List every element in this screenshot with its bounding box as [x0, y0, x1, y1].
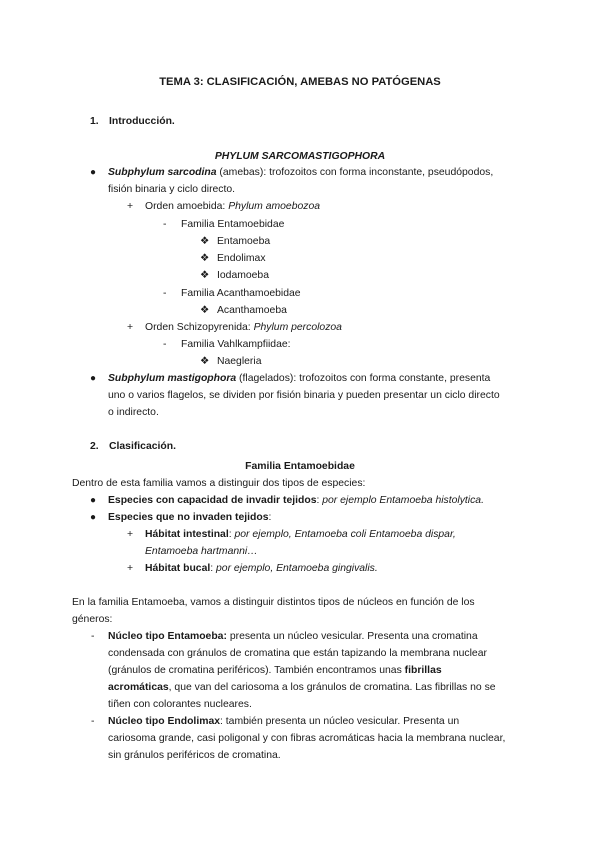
nucleo-entamoeba-line-2: condensada con gránulos de cromatina que están tapizando la membrana nuclear [108, 648, 487, 659]
bullet-diamond: ❖ [200, 305, 210, 316]
mastigophora-line-1 [108, 370, 490, 387]
nucleo-entamoeba-line-4 [108, 679, 496, 696]
phylum-heading: PHYLUM SARCOMASTIGOPHORA [214, 151, 386, 162]
bullet-diamond: ❖ [200, 270, 210, 281]
section-1-number: 1. [90, 116, 99, 127]
orden-1-label: Orden amoebida: [145, 201, 229, 212]
family-heading: Familia Entamoebidae [245, 461, 355, 472]
bullet-dash: - [163, 339, 167, 350]
intestinal-colon: : [228, 529, 235, 540]
bullet-dash: - [163, 288, 167, 299]
mastigophora-name: Subphylum mastigophora [108, 373, 237, 384]
section-2-title: Clasificación. [109, 441, 176, 452]
sarcodina-line-1 [108, 164, 493, 181]
bullet-plus: + [127, 322, 134, 333]
acromaticas-bold: acromáticas [108, 682, 169, 693]
invasive-species [108, 492, 484, 509]
bullet-plus: + [127, 529, 134, 540]
bullet-diamond: ❖ [200, 356, 210, 367]
section-2-number: 2. [90, 441, 99, 452]
mastigophora-text-1: (flagelados): trofozoitos con forma constante, presenta [236, 373, 491, 384]
nucleo-entamoeba-line-5: tiñen con colorantes nucleares. [108, 699, 252, 710]
bucal-colon: : [210, 563, 217, 574]
genus-entamoeba: Entamoeba [217, 236, 271, 247]
nucleo-endolimax-line-1 [108, 713, 459, 730]
genus-endolimax: Endolimax [217, 253, 266, 264]
nucleo-entamoeba-text-4: , que van del cariosoma a los gránulos de cromatina. Las fibrillas no se [168, 682, 496, 693]
mastigophora-line-3: o indirecto. [108, 407, 159, 418]
bullet-dash: - [91, 716, 95, 727]
nucleo-entamoeba-label: Núcleo tipo Entamoeba: [108, 631, 227, 642]
sarcodina-line-2: fisión binaria y ciclo directo. [108, 184, 236, 195]
nuclei-intro-1: En la familia Entamoeba, vamos a distinguir distintos tipos de núcleos en función de los [72, 597, 475, 608]
nucleo-entamoeba-line-3 [108, 662, 442, 679]
orden-amoebida [145, 198, 320, 215]
classification-intro: Dentro de esta familia vamos a distinguir dos tipos de especies: [72, 478, 366, 489]
bullet-dash: - [163, 219, 167, 230]
bullet-dash: - [91, 631, 95, 642]
bullet-plus: + [127, 201, 134, 212]
noninvasive-label: Especies que no invaden tejidos [108, 512, 269, 523]
genus-acanthamoeba: Acanthamoeba [217, 305, 287, 316]
bullet-diamond: ❖ [200, 236, 210, 247]
genus-naegleria: Naegleria [217, 356, 262, 367]
nucleo-endolimax-text-1: : también presenta un núcleo vesicular. Presenta un [220, 716, 460, 727]
intestinal-example-2: Entamoeba hartmanni… [145, 546, 258, 557]
noninvasive-species [108, 509, 271, 526]
genus-iodamoeba: Iodamoeba [217, 270, 269, 281]
bucal-example: por ejemplo, Entamoeba gingivalis. [216, 563, 378, 574]
familia-vahlkampfiidae: Familia Vahlkampfiidae: [181, 339, 291, 350]
section-1-title: Introducción. [109, 116, 175, 127]
orden-2-phylum: Phylum percolozoa [253, 322, 342, 333]
mastigophora-line-2: uno o varios flagelos, se dividen por fisión binaria y pueden presentar un ciclo directo [108, 390, 500, 401]
fibrillas-bold: fibrillas [404, 665, 442, 676]
orden-1-phylum: Phylum amoebozoa [228, 201, 321, 212]
sarcodina-name: Subphylum sarcodina [108, 167, 217, 178]
nuclei-intro-2: géneros: [72, 614, 113, 625]
bullet-plus: + [127, 563, 134, 574]
bullet-dot: ● [90, 512, 97, 523]
familia-entamoebidae: Familia Entamoebidae [181, 219, 285, 230]
orden-schizopyrenida [145, 319, 342, 336]
page-title: TEMA 3: CLASIFICACIÓN, AMEBAS NO PATÓGENAS [159, 76, 441, 88]
nucleo-endolimax-label: Núcleo tipo Endolimax [108, 716, 220, 727]
invasive-colon: : [316, 495, 323, 506]
invasive-example: por ejemplo Entamoeba histolytica. [322, 495, 484, 506]
nucleo-endolimax-line-3: sin gránulos periféricos de cromatina. [108, 750, 281, 761]
bullet-diamond: ❖ [200, 253, 210, 264]
bullet-dot: ● [90, 373, 97, 384]
nucleo-endolimax-line-2: cariosoma grande, casi poligonal y con fibras acromáticas hacia la membrana nuclear, [108, 733, 506, 744]
bullet-dot: ● [90, 167, 97, 178]
bucal-habitat [145, 560, 378, 577]
bullet-dot: ● [90, 495, 97, 506]
intestinal-label: Hábitat intestinal [145, 529, 229, 540]
familia-acanthamoebidae: Familia Acanthamoebidae [181, 288, 301, 299]
nucleo-entamoeba-text-3: (gránulos de cromatina periféricos). También encontramos unas [108, 665, 405, 676]
invasive-label: Especies con capacidad de invadir tejidos [108, 495, 317, 506]
sarcodina-text-1: (amebas): trofozoitos con forma inconstante, pseudópodos, [216, 167, 494, 178]
intestinal-example-1: por ejemplo, Entamoeba coli Entamoeba dispar, [234, 529, 456, 540]
nucleo-entamoeba-text-1: presenta un núcleo vesicular. Presenta una cromatina [226, 631, 478, 642]
bucal-label: Hábitat bucal [145, 563, 211, 574]
noninvasive-colon: : [268, 512, 272, 523]
orden-2-label: Orden Schizopyrenida: [145, 322, 254, 333]
nucleo-entamoeba-line-1 [108, 628, 478, 645]
intestinal-habitat [145, 526, 456, 543]
